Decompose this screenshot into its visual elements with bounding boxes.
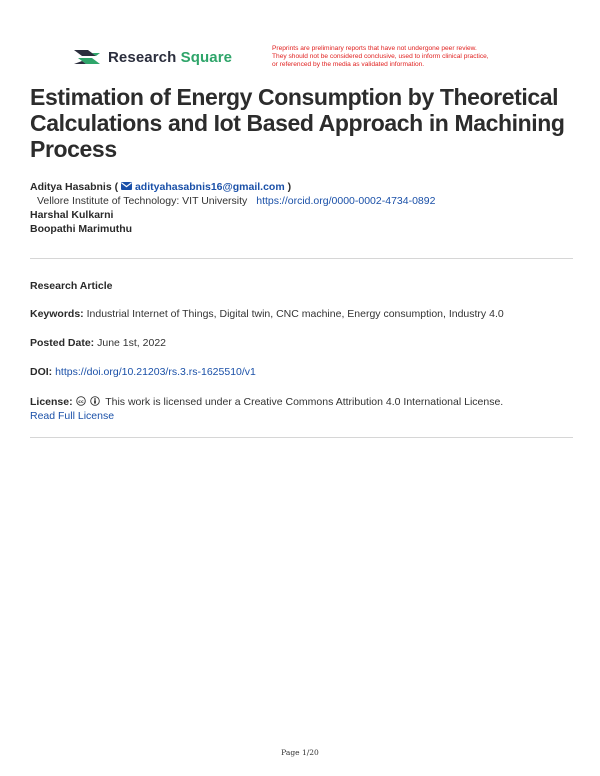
author-name: Aditya Hasabnis	[30, 181, 112, 193]
license-label: License:	[30, 396, 73, 408]
research-square-logo[interactable]	[72, 46, 232, 68]
orcid-link[interactable]: https://orcid.org/0000-0002-4734-0892	[256, 195, 436, 207]
article-type-label: Research Article	[30, 280, 113, 292]
paren-open: (	[114, 181, 119, 193]
header	[72, 46, 532, 76]
posted-date-label: Posted Date:	[30, 337, 95, 349]
cc-icon	[76, 396, 86, 406]
divider	[30, 258, 573, 259]
license-text: This work is licensed under a Creative Commons Attribution 4.0 International License.	[105, 396, 504, 408]
author-name: Harshal Kulkarni	[30, 209, 114, 221]
keywords-label: Keywords:	[30, 308, 84, 320]
author-entry	[30, 180, 570, 194]
preprint-disclaimer	[272, 45, 532, 69]
author-affiliation-row	[30, 194, 570, 208]
doi-label: DOI:	[30, 366, 53, 378]
logo-word-research: Research	[108, 48, 177, 66]
divider	[30, 437, 573, 438]
research-square-logo-icon	[72, 46, 102, 68]
logo-text	[108, 49, 232, 66]
paren-close: )	[287, 181, 292, 193]
doi-link[interactable]: https://doi.org/10.21203/rs.3.rs-1625510/v1	[55, 366, 256, 378]
paper-title: Estimation of Energy Consumption by Theoretical Calculations and Iot Based Approach in Machining Process	[30, 84, 565, 162]
author-name: Boopathi Marimuthu	[30, 223, 133, 235]
email-envelope-icon	[121, 182, 132, 190]
cc-by-icon	[90, 396, 100, 406]
author-list	[30, 180, 570, 236]
posted-date-row	[30, 336, 575, 350]
disclaimer-line: They should not be considered conclusive, used to inform clinical practice,	[272, 53, 489, 60]
page-number: Page 1/20	[281, 748, 319, 757]
license-row	[30, 395, 575, 423]
read-full-license-link[interactable]: Read Full License	[30, 410, 115, 422]
author-affiliation: Vellore Institute of Technology: VIT University	[37, 195, 248, 207]
posted-date-value: June 1st, 2022	[97, 337, 166, 349]
article-type	[30, 279, 575, 293]
disclaimer-line: Preprints are preliminary reports that have not undergone peer review.	[272, 45, 477, 52]
keywords-row	[30, 307, 575, 321]
doi-row	[30, 365, 575, 379]
svg-text:cc: cc	[77, 399, 84, 405]
disclaimer-line: or referenced by the media as validated information.	[272, 61, 425, 68]
author-email-link[interactable]: adityahasabnis16@gmail.com	[134, 181, 285, 193]
logo-word-square: Square	[180, 48, 233, 66]
keywords-value: Industrial Internet of Things, Digital twin, CNC machine, Energy consumption, Industry 4.0	[86, 308, 504, 320]
